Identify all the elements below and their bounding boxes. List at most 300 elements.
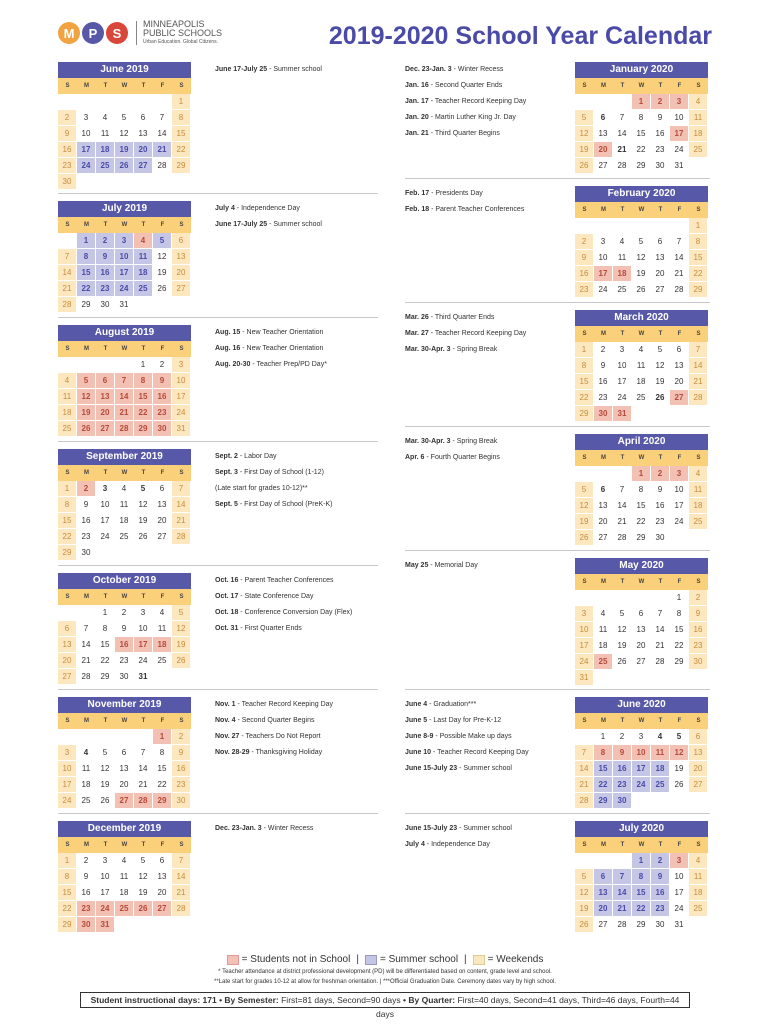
day-cell: 29 xyxy=(594,793,613,809)
day-cell: 23 xyxy=(651,901,670,917)
event-text: - Third Quarter Begins xyxy=(428,130,500,137)
day-cell xyxy=(632,590,651,606)
week-row xyxy=(58,110,191,126)
day-cell: 13 xyxy=(115,761,134,777)
day-cell: 3 xyxy=(96,853,115,869)
day-cell: 16 xyxy=(651,885,670,901)
day-cell: 8 xyxy=(689,234,708,250)
day-cell: 22 xyxy=(58,529,77,545)
day-cell: 1 xyxy=(153,729,172,745)
event-date: Aug. 20-30 xyxy=(215,361,251,368)
day-cell: 28 xyxy=(575,793,594,809)
event-line xyxy=(405,713,595,729)
day-cell: 3 xyxy=(670,466,689,482)
event-line xyxy=(215,449,405,465)
day-cell: 5 xyxy=(651,342,670,358)
day-cell xyxy=(575,590,594,606)
event-date: Nov. 4 xyxy=(215,717,236,724)
week-row xyxy=(58,249,191,265)
org-tagline: Urban Education. Global Citizens. xyxy=(143,39,219,45)
weekday-label: W xyxy=(115,713,134,729)
day-cell: 27 xyxy=(153,529,172,545)
weekday-label: F xyxy=(153,713,172,729)
week-row xyxy=(58,621,191,637)
week-row xyxy=(575,282,708,298)
event-text: - Teacher Record Keeping Day xyxy=(428,330,527,337)
event-date: Aug. 16 xyxy=(215,345,241,352)
day-cell: 18 xyxy=(632,374,651,390)
day-cell: 20 xyxy=(172,265,191,281)
event-line xyxy=(405,326,595,342)
day-cell: 9 xyxy=(172,745,191,761)
event-line xyxy=(215,621,405,637)
weekday-label: W xyxy=(115,465,134,481)
day-cell: 11 xyxy=(153,621,172,637)
day-cell xyxy=(115,174,134,190)
logo-s-circle: S xyxy=(106,22,128,44)
day-cell: 22 xyxy=(58,901,77,917)
day-cell: 15 xyxy=(77,265,96,281)
event-date: Oct. 16 xyxy=(215,577,239,584)
weekday-label: S xyxy=(689,326,708,342)
day-cell: 25 xyxy=(115,529,134,545)
week-row xyxy=(575,530,708,546)
day-cell: 25 xyxy=(632,390,651,406)
day-cell xyxy=(115,545,134,561)
day-cell: 23 xyxy=(594,390,613,406)
legend-separator: | xyxy=(356,954,359,965)
weekday-label: T xyxy=(651,202,670,218)
day-cell: 19 xyxy=(632,266,651,282)
day-cell: 20 xyxy=(632,638,651,654)
day-cell: 23 xyxy=(651,142,670,158)
day-cell: 17 xyxy=(670,885,689,901)
page-title: 2019-2020 School Year Calendar xyxy=(328,22,712,50)
weekday-label: S xyxy=(172,589,191,605)
day-cell: 10 xyxy=(670,869,689,885)
week-row xyxy=(58,233,191,249)
day-cell: 15 xyxy=(153,761,172,777)
month-header: January 2020 xyxy=(575,62,708,78)
weekday-label: S xyxy=(575,450,594,466)
day-cell: 21 xyxy=(689,374,708,390)
day-cell: 10 xyxy=(172,373,191,389)
day-cell: 13 xyxy=(689,745,708,761)
event-date: Jan. 21 xyxy=(405,130,429,137)
weekday-label: S xyxy=(172,837,191,853)
day-cell: 24 xyxy=(134,653,153,669)
event-line xyxy=(215,605,405,621)
day-cell: 14 xyxy=(153,126,172,142)
day-cell: 21 xyxy=(172,885,191,901)
event-text: - Summer school xyxy=(457,825,512,832)
month-calendar xyxy=(58,573,191,685)
weekday-label: S xyxy=(575,78,594,94)
day-cell xyxy=(58,729,77,745)
stats-quarter-values: First=40 days, Second=41 days, Third=46 days, Fourth=44 days xyxy=(376,995,680,1019)
day-cell: 10 xyxy=(670,482,689,498)
day-cell xyxy=(651,406,670,422)
week-row xyxy=(58,669,191,685)
day-cell: 8 xyxy=(77,249,96,265)
day-cell: 19 xyxy=(651,374,670,390)
day-cell: 2 xyxy=(689,590,708,606)
day-cell xyxy=(651,218,670,234)
day-cell: 30 xyxy=(77,917,96,933)
month-calendar xyxy=(575,558,708,686)
day-cell: 22 xyxy=(134,405,153,421)
day-cell: 27 xyxy=(594,530,613,546)
week-row xyxy=(575,482,708,498)
weekday-label: W xyxy=(115,78,134,94)
weekday-label: S xyxy=(58,341,77,357)
weekday-label: S xyxy=(689,837,708,853)
day-cell xyxy=(613,853,632,869)
day-cell xyxy=(594,218,613,234)
day-cell: 4 xyxy=(689,466,708,482)
day-cell xyxy=(172,669,191,685)
day-cell: 31 xyxy=(172,421,191,437)
day-cell: 18 xyxy=(651,761,670,777)
day-cell: 6 xyxy=(115,745,134,761)
day-cell: 23 xyxy=(172,777,191,793)
day-cell: 12 xyxy=(153,249,172,265)
day-cell: 15 xyxy=(670,622,689,638)
week-row xyxy=(575,901,708,917)
day-cell: 12 xyxy=(134,869,153,885)
month-header: October 2019 xyxy=(58,573,191,589)
weekday-label: W xyxy=(115,589,134,605)
footnote-2: **Late start for grades 10-12 at allow for freshman orientation. | ***Official Graduation Date. Ceremony dates vary by high school. xyxy=(214,979,556,985)
weekend-swatch xyxy=(473,955,485,965)
day-cell: 30 xyxy=(594,406,613,422)
day-cell: 5 xyxy=(153,233,172,249)
weekday-label: S xyxy=(689,713,708,729)
week-row xyxy=(575,234,708,250)
event-date: Mar. 27 xyxy=(405,330,429,337)
week-row xyxy=(575,250,708,266)
day-cell: 7 xyxy=(115,373,134,389)
weekday-label: S xyxy=(172,713,191,729)
day-cell: 26 xyxy=(77,421,96,437)
day-cell xyxy=(632,793,651,809)
day-cell: 1 xyxy=(670,590,689,606)
day-cell: 7 xyxy=(58,249,77,265)
day-cell: 29 xyxy=(153,793,172,809)
month-calendar xyxy=(58,325,191,437)
day-cell: 11 xyxy=(651,745,670,761)
event-date: Jan. 16 xyxy=(405,82,429,89)
event-text: - Second Quarter Ends xyxy=(428,82,503,89)
day-cell: 16 xyxy=(651,498,670,514)
day-cell: 26 xyxy=(172,653,191,669)
weekday-label: S xyxy=(58,217,77,233)
day-cell xyxy=(115,729,134,745)
day-cell: 20 xyxy=(670,374,689,390)
day-cell: 14 xyxy=(689,358,708,374)
summer-swatch xyxy=(365,955,377,965)
day-cell: 2 xyxy=(651,94,670,110)
day-cell: 28 xyxy=(172,529,191,545)
day-cell: 24 xyxy=(632,777,651,793)
day-cell: 15 xyxy=(96,637,115,653)
month-header: June 2019 xyxy=(58,62,191,78)
event-line xyxy=(405,761,595,777)
day-cell xyxy=(58,233,77,249)
weekday-label: T xyxy=(613,202,632,218)
day-cell: 25 xyxy=(594,654,613,670)
week-row xyxy=(575,406,708,422)
day-cell xyxy=(651,670,670,686)
day-cell: 20 xyxy=(594,514,613,530)
event-text: - First Day of School (PreK-K) xyxy=(237,501,333,508)
day-cell: 17 xyxy=(613,374,632,390)
day-cell: 5 xyxy=(96,745,115,761)
day-cell: 24 xyxy=(96,901,115,917)
day-cell: 17 xyxy=(575,638,594,654)
day-cell: 13 xyxy=(134,126,153,142)
event-date: July 4 xyxy=(215,205,235,212)
month-header: November 2019 xyxy=(58,697,191,713)
weekday-label: T xyxy=(134,713,153,729)
day-cell: 19 xyxy=(134,513,153,529)
day-cell: 11 xyxy=(134,249,153,265)
day-cell xyxy=(58,94,77,110)
event-date: Aug. 15 xyxy=(215,329,241,336)
day-cell: 19 xyxy=(96,777,115,793)
day-cell xyxy=(172,297,191,313)
day-cell: 29 xyxy=(77,297,96,313)
header xyxy=(0,0,770,62)
day-cell: 26 xyxy=(575,917,594,933)
day-cell: 21 xyxy=(613,901,632,917)
week-row xyxy=(58,142,191,158)
week-row xyxy=(575,514,708,530)
day-cell: 7 xyxy=(134,745,153,761)
week-row xyxy=(575,606,708,622)
day-cell xyxy=(153,917,172,933)
day-cell: 2 xyxy=(96,233,115,249)
day-cell xyxy=(575,218,594,234)
section-divider xyxy=(405,302,710,303)
day-cell xyxy=(670,670,689,686)
weekday-label: M xyxy=(77,341,96,357)
weekday-label: S xyxy=(575,837,594,853)
day-cell: 31 xyxy=(115,297,134,313)
event-text: (Late start for grades 10-12)** xyxy=(215,485,308,492)
day-cell: 6 xyxy=(134,110,153,126)
day-cell: 17 xyxy=(96,885,115,901)
day-cell: 22 xyxy=(575,390,594,406)
month-header: February 2020 xyxy=(575,186,708,202)
day-cell: 20 xyxy=(651,266,670,282)
day-cell: 29 xyxy=(172,158,191,174)
day-cell xyxy=(96,545,115,561)
week-row xyxy=(58,94,191,110)
weekday-label: T xyxy=(134,589,153,605)
month-header: July 2020 xyxy=(575,821,708,837)
day-cell: 23 xyxy=(651,514,670,530)
event-date: Sept. 2 xyxy=(215,453,238,460)
day-cell: 24 xyxy=(172,405,191,421)
day-cell: 10 xyxy=(134,621,153,637)
event-line xyxy=(215,217,405,233)
day-cell: 21 xyxy=(134,777,153,793)
day-cell: 4 xyxy=(115,481,134,497)
day-cell: 24 xyxy=(613,390,632,406)
event-text: - Teachers Do Not Report xyxy=(239,733,321,740)
day-cell: 25 xyxy=(153,653,172,669)
day-cell xyxy=(632,406,651,422)
day-cell: 2 xyxy=(575,234,594,250)
day-cell xyxy=(689,406,708,422)
day-cell: 20 xyxy=(96,405,115,421)
day-cell: 9 xyxy=(651,482,670,498)
weekday-label: T xyxy=(651,78,670,94)
day-cell: 13 xyxy=(594,498,613,514)
day-cell xyxy=(594,466,613,482)
day-cell: 25 xyxy=(689,514,708,530)
day-cell: 18 xyxy=(77,777,96,793)
day-cell xyxy=(575,853,594,869)
event-line xyxy=(405,697,595,713)
day-cell: 17 xyxy=(115,265,134,281)
event-line xyxy=(215,481,405,497)
day-cell: 30 xyxy=(77,545,96,561)
day-cell xyxy=(115,94,134,110)
day-cell: 14 xyxy=(58,265,77,281)
event-text: - Teacher Record Keeping Day xyxy=(431,749,529,756)
day-cell: 23 xyxy=(575,282,594,298)
weekday-header-row xyxy=(58,78,191,94)
day-cell: 5 xyxy=(632,234,651,250)
day-cell: 15 xyxy=(632,498,651,514)
legend-no-school xyxy=(227,954,351,965)
day-cell: 6 xyxy=(594,482,613,498)
event-date: June 4 xyxy=(405,701,428,708)
day-cell: 1 xyxy=(58,853,77,869)
week-row xyxy=(575,390,708,406)
week-row xyxy=(58,373,191,389)
day-cell: 20 xyxy=(134,142,153,158)
week-row xyxy=(575,670,708,686)
day-cell: 6 xyxy=(632,606,651,622)
day-cell: 21 xyxy=(651,638,670,654)
day-cell: 28 xyxy=(670,282,689,298)
event-text: - State Conference Day xyxy=(238,593,314,600)
event-line xyxy=(405,729,595,745)
day-cell xyxy=(153,545,172,561)
day-cell: 28 xyxy=(613,917,632,933)
week-row xyxy=(58,637,191,653)
day-cell: 28 xyxy=(613,158,632,174)
day-cell: 19 xyxy=(134,885,153,901)
event-date: Dec. 23-Jan. 3 xyxy=(215,825,262,832)
day-cell: 1 xyxy=(632,94,651,110)
day-cell: 19 xyxy=(575,142,594,158)
weekday-label: T xyxy=(613,837,632,853)
weekday-label: S xyxy=(58,713,77,729)
day-cell: 4 xyxy=(115,853,134,869)
week-row xyxy=(575,777,708,793)
day-cell: 28 xyxy=(613,530,632,546)
day-cell: 14 xyxy=(613,498,632,514)
month-calendar xyxy=(58,821,191,933)
weekday-label: S xyxy=(172,341,191,357)
month-header: June 2020 xyxy=(575,697,708,713)
event-text: - Graduation*** xyxy=(427,701,477,708)
weekday-label: S xyxy=(575,202,594,218)
day-cell: 17 xyxy=(594,266,613,282)
week-row xyxy=(575,374,708,390)
logo-divider xyxy=(136,21,137,45)
day-cell: 7 xyxy=(651,606,670,622)
day-cell: 17 xyxy=(96,513,115,529)
day-cell: 2 xyxy=(77,481,96,497)
day-cell: 21 xyxy=(172,513,191,529)
weekday-label: S xyxy=(689,574,708,590)
weekday-label: S xyxy=(58,465,77,481)
event-date: Oct. 17 xyxy=(215,593,239,600)
weekday-label: M xyxy=(77,465,96,481)
day-cell: 13 xyxy=(651,250,670,266)
weekday-label: T xyxy=(651,713,670,729)
day-cell: 3 xyxy=(575,606,594,622)
weekday-label: M xyxy=(594,326,613,342)
weekday-label: T xyxy=(134,837,153,853)
week-row xyxy=(58,917,191,933)
day-cell: 15 xyxy=(632,126,651,142)
weekday-label: F xyxy=(670,78,689,94)
event-date: June 17-July 25 xyxy=(215,66,268,73)
day-cell: 3 xyxy=(632,729,651,745)
day-cell: 11 xyxy=(96,126,115,142)
day-cell xyxy=(172,917,191,933)
day-cell: 23 xyxy=(153,405,172,421)
day-cell: 22 xyxy=(594,777,613,793)
day-cell xyxy=(651,793,670,809)
day-cell: 9 xyxy=(689,606,708,622)
stats-semester-label: • By Semester: xyxy=(216,995,282,1005)
day-cell xyxy=(613,218,632,234)
day-cell xyxy=(58,357,77,373)
event-date: Feb. 17 xyxy=(405,190,430,197)
day-cell: 11 xyxy=(115,497,134,513)
month-header: July 2019 xyxy=(58,201,191,217)
day-cell: 7 xyxy=(153,110,172,126)
day-cell: 14 xyxy=(115,389,134,405)
day-cell: 23 xyxy=(96,281,115,297)
week-row xyxy=(575,466,708,482)
day-cell: 29 xyxy=(632,917,651,933)
weekday-label: M xyxy=(77,217,96,233)
event-text: - Teacher Record Keeping Day xyxy=(235,701,334,708)
weekday-label: S xyxy=(575,574,594,590)
day-cell: 24 xyxy=(670,901,689,917)
day-cell: 8 xyxy=(632,482,651,498)
event-text: - First Day of School (1-12) xyxy=(237,469,324,476)
day-cell: 13 xyxy=(153,497,172,513)
weekday-label: F xyxy=(670,574,689,590)
day-cell: 30 xyxy=(651,530,670,546)
day-cell xyxy=(134,729,153,745)
event-text: - Thanksgiving Holiday xyxy=(249,749,323,756)
week-row xyxy=(575,158,708,174)
event-date: June 10 xyxy=(405,749,432,756)
weekday-label: W xyxy=(632,326,651,342)
weekday-label: S xyxy=(689,202,708,218)
event-date: Nov. 28-29 xyxy=(215,749,250,756)
